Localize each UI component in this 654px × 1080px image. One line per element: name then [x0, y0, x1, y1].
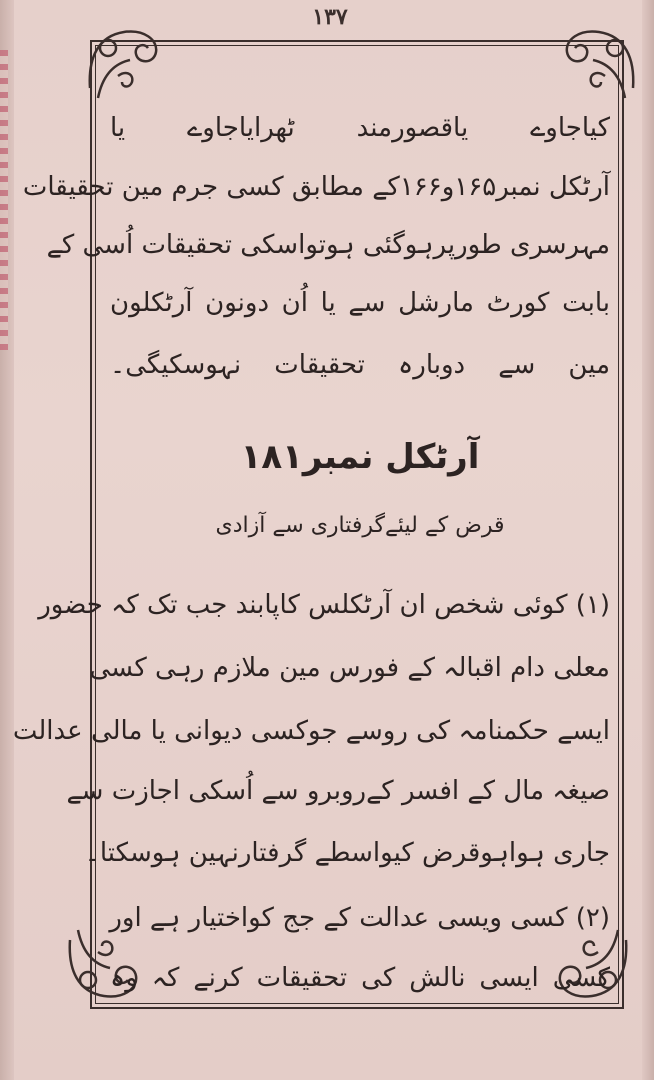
text-line: صیغہ مال کے افسر کےروبرو سے اُسکی اجازت سے: [66, 776, 610, 806]
text-line: ایسے حکمنامہ کی روسے جوکسی دیوانی یا مالی عدالت: [12, 716, 610, 746]
text-line: (۲) کسی ویسی عدالت کے جج کواختیار ہے اور: [109, 903, 610, 933]
page-number: ۱۳۷: [312, 4, 348, 30]
binding-mark: [0, 50, 8, 350]
text-line: آرٹکل نمبر۱۶۵و۱۶۶کے مطابق کسی جرم مین تحقیقات: [22, 172, 610, 202]
text-line: مہرسری طورپرہوگئی ہوتواسکی تحقیقات اُسی کے: [46, 230, 610, 260]
text-line: کیاجاوے یاقصورمند ٹھرایاجاوے یا: [110, 113, 610, 143]
text-line: (۱) کوئی شخص ان آرٹکلس کاپابند جب تک کہ حضور: [38, 590, 610, 620]
text-line: مین سے دوبارہ تحقیقات نہوسکیگی۔: [110, 350, 610, 380]
corner-ornament-icon: [78, 18, 168, 108]
article-heading: آرٹکل نمبر۱۸۱: [240, 437, 480, 477]
text-line: جاری ہواہوقرض کیواسطے گرفتارنہین ہوسکتا۔: [84, 838, 610, 868]
article-subheading: قرض کے لیئےگرفتاری سے آزادی: [215, 513, 505, 538]
text-line: بابت کورٹ مارشل سے یا اُن دونون آرٹکلون: [110, 288, 610, 318]
corner-ornament-icon: [555, 18, 645, 108]
text-line: معلی دام اقبالہ کے فورس مین ملازم رہی کسی: [89, 653, 610, 683]
page-right-edge: [642, 0, 654, 1080]
text-line: کسی ایسی نالش کی تحقیقات کرنے کہ وہ: [110, 963, 610, 993]
